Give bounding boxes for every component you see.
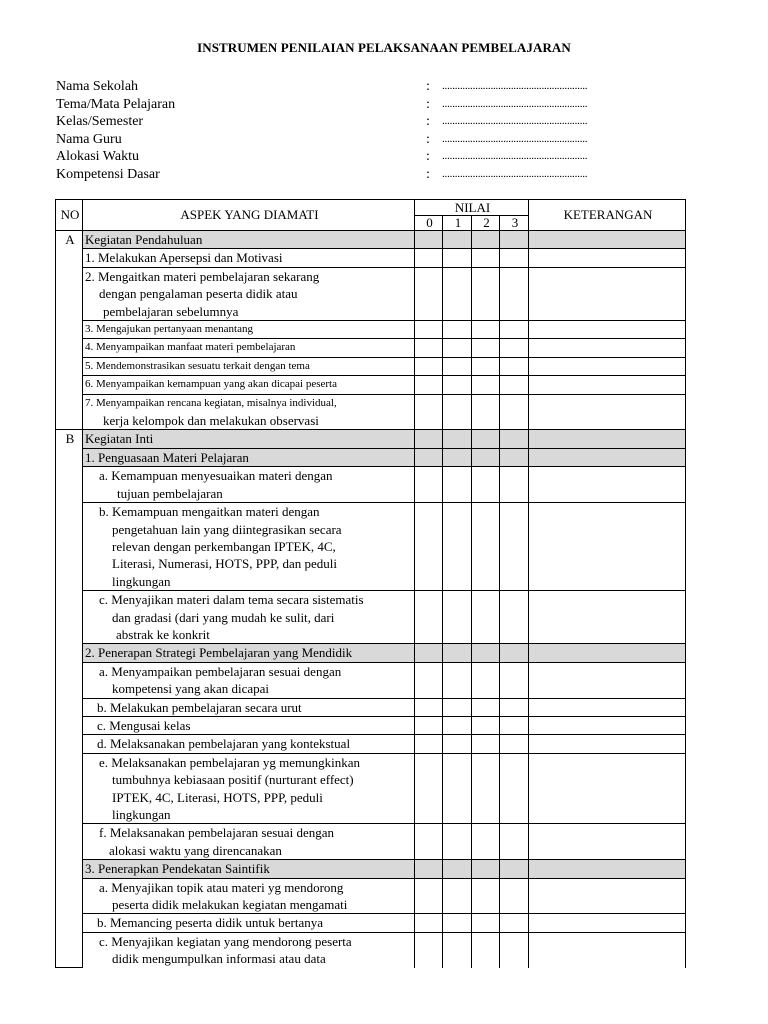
aspect-line: pembelajaran sebelumnya	[103, 303, 239, 319]
score-cell[interactable]	[500, 716, 529, 734]
score-cell[interactable]	[472, 376, 500, 394]
score-cell[interactable]	[443, 591, 472, 644]
score-cell[interactable]	[443, 339, 472, 357]
score-cell[interactable]	[500, 321, 529, 339]
aspect-line: alokasi waktu yang direncanakan	[109, 842, 282, 858]
score-cell[interactable]	[443, 394, 472, 430]
score-cell[interactable]	[472, 753, 500, 824]
table-row	[56, 467, 686, 503]
score-header-2: 2	[472, 216, 500, 231]
keterangan-cell[interactable]	[529, 878, 686, 914]
score-cell[interactable]	[415, 376, 443, 394]
score-cell[interactable]	[415, 591, 443, 644]
score-cell[interactable]	[415, 824, 443, 860]
score-cell[interactable]	[500, 591, 529, 644]
info-colon: :	[426, 79, 430, 94]
aspect-line: lingkungan	[112, 807, 171, 822]
score-cell[interactable]	[500, 339, 529, 357]
table-row	[56, 698, 686, 716]
info-label: Tema/Mata Pelajaran	[56, 96, 176, 112]
table-row	[56, 394, 686, 430]
aspect-line: a. Menyampaikan pembelajaran sesuai dengan	[99, 663, 342, 679]
aspect-text: 5. Mendemonstrasikan sesuatu terkait dengan tema	[83, 357, 415, 375]
score-cell[interactable]	[500, 698, 529, 716]
score-cell[interactable]	[500, 644, 529, 662]
keterangan-cell[interactable]	[529, 357, 686, 375]
score-cell[interactable]	[472, 503, 500, 591]
score-cell[interactable]	[500, 267, 529, 320]
section-title-b: Kegiatan Inti	[83, 430, 415, 448]
aspect-text: 3. Mengajukan pertanyaan menantang	[83, 321, 415, 339]
aspect-line: relevan dengan perkembangan IPTEK, 4C,	[112, 538, 336, 554]
aspect-line: b. Kemampuan mengaitkan materi dengan	[99, 504, 320, 520]
info-label: Alokasi Waktu	[56, 149, 139, 164]
info-row-guru	[56, 131, 656, 149]
score-cell[interactable]	[415, 503, 443, 591]
score-cell[interactable]	[500, 231, 529, 249]
aspect-text	[83, 591, 415, 644]
info-row-sekolah	[56, 78, 656, 96]
info-colon: :	[426, 131, 430, 147]
score-cell[interactable]	[472, 267, 500, 320]
score-cell[interactable]	[500, 824, 529, 860]
aspect-text	[83, 267, 415, 320]
group-row	[56, 448, 686, 466]
aspect-line: Literasi, Numerasi, HOTS, PPP, dan peduli	[112, 556, 337, 572]
score-cell[interactable]	[500, 860, 529, 878]
score-cell[interactable]	[415, 644, 443, 662]
score-cell[interactable]	[472, 357, 500, 375]
aspect-text	[83, 932, 415, 967]
aspect-line: kerja kelompok dan melakukan observasi	[103, 413, 319, 429]
table-row	[56, 662, 686, 698]
score-cell[interactable]	[443, 914, 472, 932]
info-fill-line: .........................................................	[442, 97, 588, 110]
aspect-text	[83, 394, 415, 430]
score-cell[interactable]	[500, 662, 529, 698]
score-cell[interactable]	[415, 231, 443, 249]
info-label: Kompetensi Dasar	[56, 166, 160, 182]
table-row	[56, 249, 686, 267]
score-cell[interactable]	[415, 267, 443, 320]
keterangan-cell[interactable]	[529, 735, 686, 753]
score-cell[interactable]	[472, 735, 500, 753]
info-fill-line: .........................................................	[442, 115, 588, 127]
header-no: NO	[56, 200, 83, 231]
info-colon: :	[426, 96, 430, 112]
score-cell[interactable]	[500, 753, 529, 824]
info-fill-line: .........................................................	[442, 80, 588, 92]
aspect-text	[83, 753, 415, 824]
aspect-text	[83, 503, 415, 591]
table-row	[56, 357, 686, 375]
header-aspek: ASPEK YANG DIAMATI	[83, 200, 415, 231]
assessment-table	[55, 199, 686, 968]
score-cell[interactable]	[443, 753, 472, 824]
keterangan-cell[interactable]	[529, 932, 686, 967]
score-cell[interactable]	[500, 357, 529, 375]
table-row	[56, 339, 686, 357]
aspect-line: dan gradasi (dari yang mudah ke sulit, dari	[112, 609, 335, 625]
aspect-line: tumbuhnya kebiasaan positif (nurturant effect)	[112, 772, 354, 788]
keterangan-cell[interactable]	[529, 860, 686, 878]
score-cell[interactable]	[415, 878, 443, 914]
aspect-line: 2. Mengaitkan materi pembelajaran sekarang	[85, 268, 320, 284]
score-cell[interactable]	[443, 267, 472, 320]
score-cell[interactable]	[443, 448, 472, 466]
score-cell[interactable]	[415, 448, 443, 466]
aspect-line: 7. Menyampaikan rencana kegiatan, misalnya individual,	[85, 396, 337, 409]
score-cell[interactable]	[443, 644, 472, 662]
score-cell[interactable]	[415, 860, 443, 878]
section-no-b: B	[56, 430, 83, 968]
keterangan-cell[interactable]	[529, 824, 686, 860]
keterangan-cell[interactable]	[529, 376, 686, 394]
score-cell[interactable]	[415, 735, 443, 753]
aspect-line: tujuan pembelajaran	[117, 485, 223, 501]
keterangan-cell[interactable]	[529, 914, 686, 932]
score-cell[interactable]	[415, 430, 443, 448]
keterangan-cell[interactable]	[529, 339, 686, 357]
group-title: 2. Penerapan Strategi Pembelajaran yang Mendidik	[83, 644, 415, 662]
keterangan-cell[interactable]	[529, 698, 686, 716]
score-header-0: 0	[415, 216, 443, 231]
aspect-line: kompetensi yang akan dicapai	[112, 681, 270, 697]
keterangan-cell[interactable]	[529, 662, 686, 698]
score-cell[interactable]	[443, 357, 472, 375]
aspect-line: IPTEK, 4C, Literasi, HOTS, PPP, peduli	[112, 789, 323, 805]
section-no-a: A	[56, 231, 83, 430]
keterangan-cell[interactable]	[529, 467, 686, 503]
score-header-3: 3	[500, 216, 529, 231]
info-label: Kelas/Semester	[56, 114, 144, 129]
score-cell[interactable]	[415, 467, 443, 503]
score-cell[interactable]	[500, 932, 529, 967]
score-cell[interactable]	[443, 249, 472, 267]
aspect-text: 4. Menyampaikan manfaat materi pembelajaran	[83, 339, 415, 357]
aspect-text: d. Melaksanakan pembelajaran yang kontekstual	[83, 735, 415, 753]
header-keterangan: KETERANGAN	[529, 200, 686, 231]
score-cell[interactable]	[415, 321, 443, 339]
info-colon: :	[426, 149, 430, 164]
score-cell[interactable]	[443, 878, 472, 914]
aspect-line: c. Menyajikan kegiatan yang mendorong peserta	[99, 933, 352, 949]
score-cell[interactable]	[443, 716, 472, 734]
score-cell[interactable]	[472, 644, 500, 662]
score-cell[interactable]	[415, 716, 443, 734]
score-cell[interactable]	[415, 394, 443, 430]
table-row	[56, 753, 686, 824]
table-row	[56, 376, 686, 394]
group-title: 1. Penguasaan Materi Pelajaran	[83, 448, 415, 466]
score-cell[interactable]	[472, 430, 500, 448]
aspect-text	[83, 824, 415, 860]
keterangan-cell[interactable]	[529, 267, 686, 320]
keterangan-cell[interactable]	[529, 321, 686, 339]
score-cell[interactable]	[472, 662, 500, 698]
score-cell[interactable]	[472, 467, 500, 503]
score-cell[interactable]	[472, 231, 500, 249]
aspect-line: didik mengumpulkan informasi atau data	[112, 951, 326, 967]
score-header-1: 1	[443, 216, 472, 231]
aspect-line: f. Melaksanakan pembelajaran sesuai dengan	[99, 825, 334, 841]
table-row	[56, 932, 686, 967]
aspect-text	[83, 662, 415, 698]
score-cell[interactable]	[472, 591, 500, 644]
info-row-waktu	[56, 148, 656, 166]
header-row	[56, 200, 686, 216]
score-cell[interactable]	[472, 394, 500, 430]
aspect-text: b. Memancing peserta didik untuk bertanya	[83, 914, 415, 932]
table-row	[56, 878, 686, 914]
score-cell[interactable]	[415, 914, 443, 932]
info-fill-line: .........................................................	[442, 167, 588, 180]
section-row	[56, 430, 686, 448]
info-row-kd	[56, 166, 656, 184]
table-row	[56, 591, 686, 644]
aspect-line: peserta didik melakukan kegiatan mengamati	[112, 897, 348, 913]
score-cell[interactable]	[443, 321, 472, 339]
aspect-text	[83, 878, 415, 914]
info-fill-line: .........................................................	[442, 132, 588, 145]
score-cell[interactable]	[443, 376, 472, 394]
table-row	[56, 267, 686, 320]
aspect-text: c. Mengusai kelas	[83, 716, 415, 734]
score-cell[interactable]	[472, 249, 500, 267]
score-cell[interactable]	[415, 249, 443, 267]
score-cell[interactable]	[472, 716, 500, 734]
identity-fields	[56, 78, 656, 183]
keterangan-cell[interactable]	[529, 394, 686, 430]
score-cell[interactable]	[472, 860, 500, 878]
table-row	[56, 914, 686, 932]
info-fill-line: .........................................................	[442, 150, 588, 162]
aspect-line: pengetahuan lain yang diintegrasikan secara	[112, 521, 342, 537]
score-cell[interactable]	[443, 698, 472, 716]
score-cell[interactable]	[500, 394, 529, 430]
keterangan-cell[interactable]	[529, 448, 686, 466]
table-row	[56, 716, 686, 734]
score-cell[interactable]	[443, 430, 472, 448]
keterangan-cell[interactable]	[529, 716, 686, 734]
info-row-tema	[56, 96, 656, 114]
info-label: Nama Guru	[56, 131, 122, 147]
aspect-text: 1. Melakukan Apersepsi dan Motivasi	[83, 249, 415, 267]
info-label: Nama Sekolah	[56, 79, 139, 94]
score-cell[interactable]	[415, 662, 443, 698]
score-cell[interactable]	[415, 698, 443, 716]
score-cell[interactable]	[443, 467, 472, 503]
score-cell[interactable]	[500, 430, 529, 448]
score-cell[interactable]	[443, 735, 472, 753]
document-title: INSTRUMEN PENILAIAN PELAKSANAAN PEMBELAJARAN	[197, 40, 571, 55]
group-row	[56, 644, 686, 662]
info-colon: :	[426, 114, 430, 129]
aspect-line: a. Menyajikan topik atau materi yg mendorong	[99, 879, 344, 895]
score-cell[interactable]	[443, 932, 472, 967]
section-title-a: Kegiatan Pendahuluan	[83, 231, 415, 249]
keterangan-cell[interactable]	[529, 231, 686, 249]
score-cell[interactable]	[500, 878, 529, 914]
info-row-kelas	[56, 113, 656, 131]
score-cell[interactable]	[472, 914, 500, 932]
aspect-line: a. Kemampuan menyesuaikan materi dengan	[99, 468, 333, 484]
score-cell[interactable]	[415, 932, 443, 967]
info-colon: :	[426, 166, 430, 182]
score-cell[interactable]	[443, 503, 472, 591]
score-cell[interactable]	[415, 357, 443, 375]
score-cell[interactable]	[443, 231, 472, 249]
table-row	[56, 824, 686, 860]
score-cell[interactable]	[443, 824, 472, 860]
keterangan-cell[interactable]	[529, 753, 686, 824]
score-cell[interactable]	[500, 914, 529, 932]
score-cell[interactable]	[472, 824, 500, 860]
aspect-line: abstrak ke konkrit	[116, 626, 210, 642]
table-row	[56, 503, 686, 591]
keterangan-cell[interactable]	[529, 249, 686, 267]
group-row	[56, 860, 686, 878]
score-cell[interactable]	[500, 249, 529, 267]
score-cell[interactable]	[500, 735, 529, 753]
aspect-line: lingkungan	[112, 573, 171, 589]
aspect-text	[83, 467, 415, 503]
score-cell[interactable]	[472, 339, 500, 357]
score-cell[interactable]	[443, 860, 472, 878]
aspect-text: b. Melakukan pembelajaran secara urut	[83, 698, 415, 716]
keterangan-cell[interactable]	[529, 591, 686, 644]
keterangan-cell[interactable]	[529, 644, 686, 662]
table-row	[56, 735, 686, 753]
score-cell[interactable]	[500, 376, 529, 394]
aspect-line: e. Melaksanakan pembelajaran yg memungkinkan	[99, 754, 360, 770]
aspect-text: 6. Menyampaikan kemampuan yang akan dicapai peserta	[83, 376, 415, 394]
score-cell[interactable]	[415, 339, 443, 357]
header-nilai: NILAI	[415, 200, 529, 216]
score-cell[interactable]	[472, 698, 500, 716]
score-cell[interactable]	[415, 753, 443, 824]
keterangan-cell[interactable]	[529, 503, 686, 591]
score-cell[interactable]	[500, 467, 529, 503]
aspect-line: dengan pengalaman peserta didik atau	[99, 286, 298, 302]
score-cell[interactable]	[472, 321, 500, 339]
score-cell[interactable]	[500, 448, 529, 466]
section-row	[56, 231, 686, 249]
score-cell[interactable]	[443, 662, 472, 698]
group-title: 3. Penerapkan Pendekatan Saintifik	[83, 860, 415, 878]
score-cell[interactable]	[500, 503, 529, 591]
table-row	[56, 321, 686, 339]
score-cell[interactable]	[472, 932, 500, 967]
keterangan-cell[interactable]	[529, 430, 686, 448]
score-cell[interactable]	[472, 448, 500, 466]
score-cell[interactable]	[472, 878, 500, 914]
aspect-line: c. Menyajikan materi dalam tema secara sistematis	[99, 592, 364, 608]
